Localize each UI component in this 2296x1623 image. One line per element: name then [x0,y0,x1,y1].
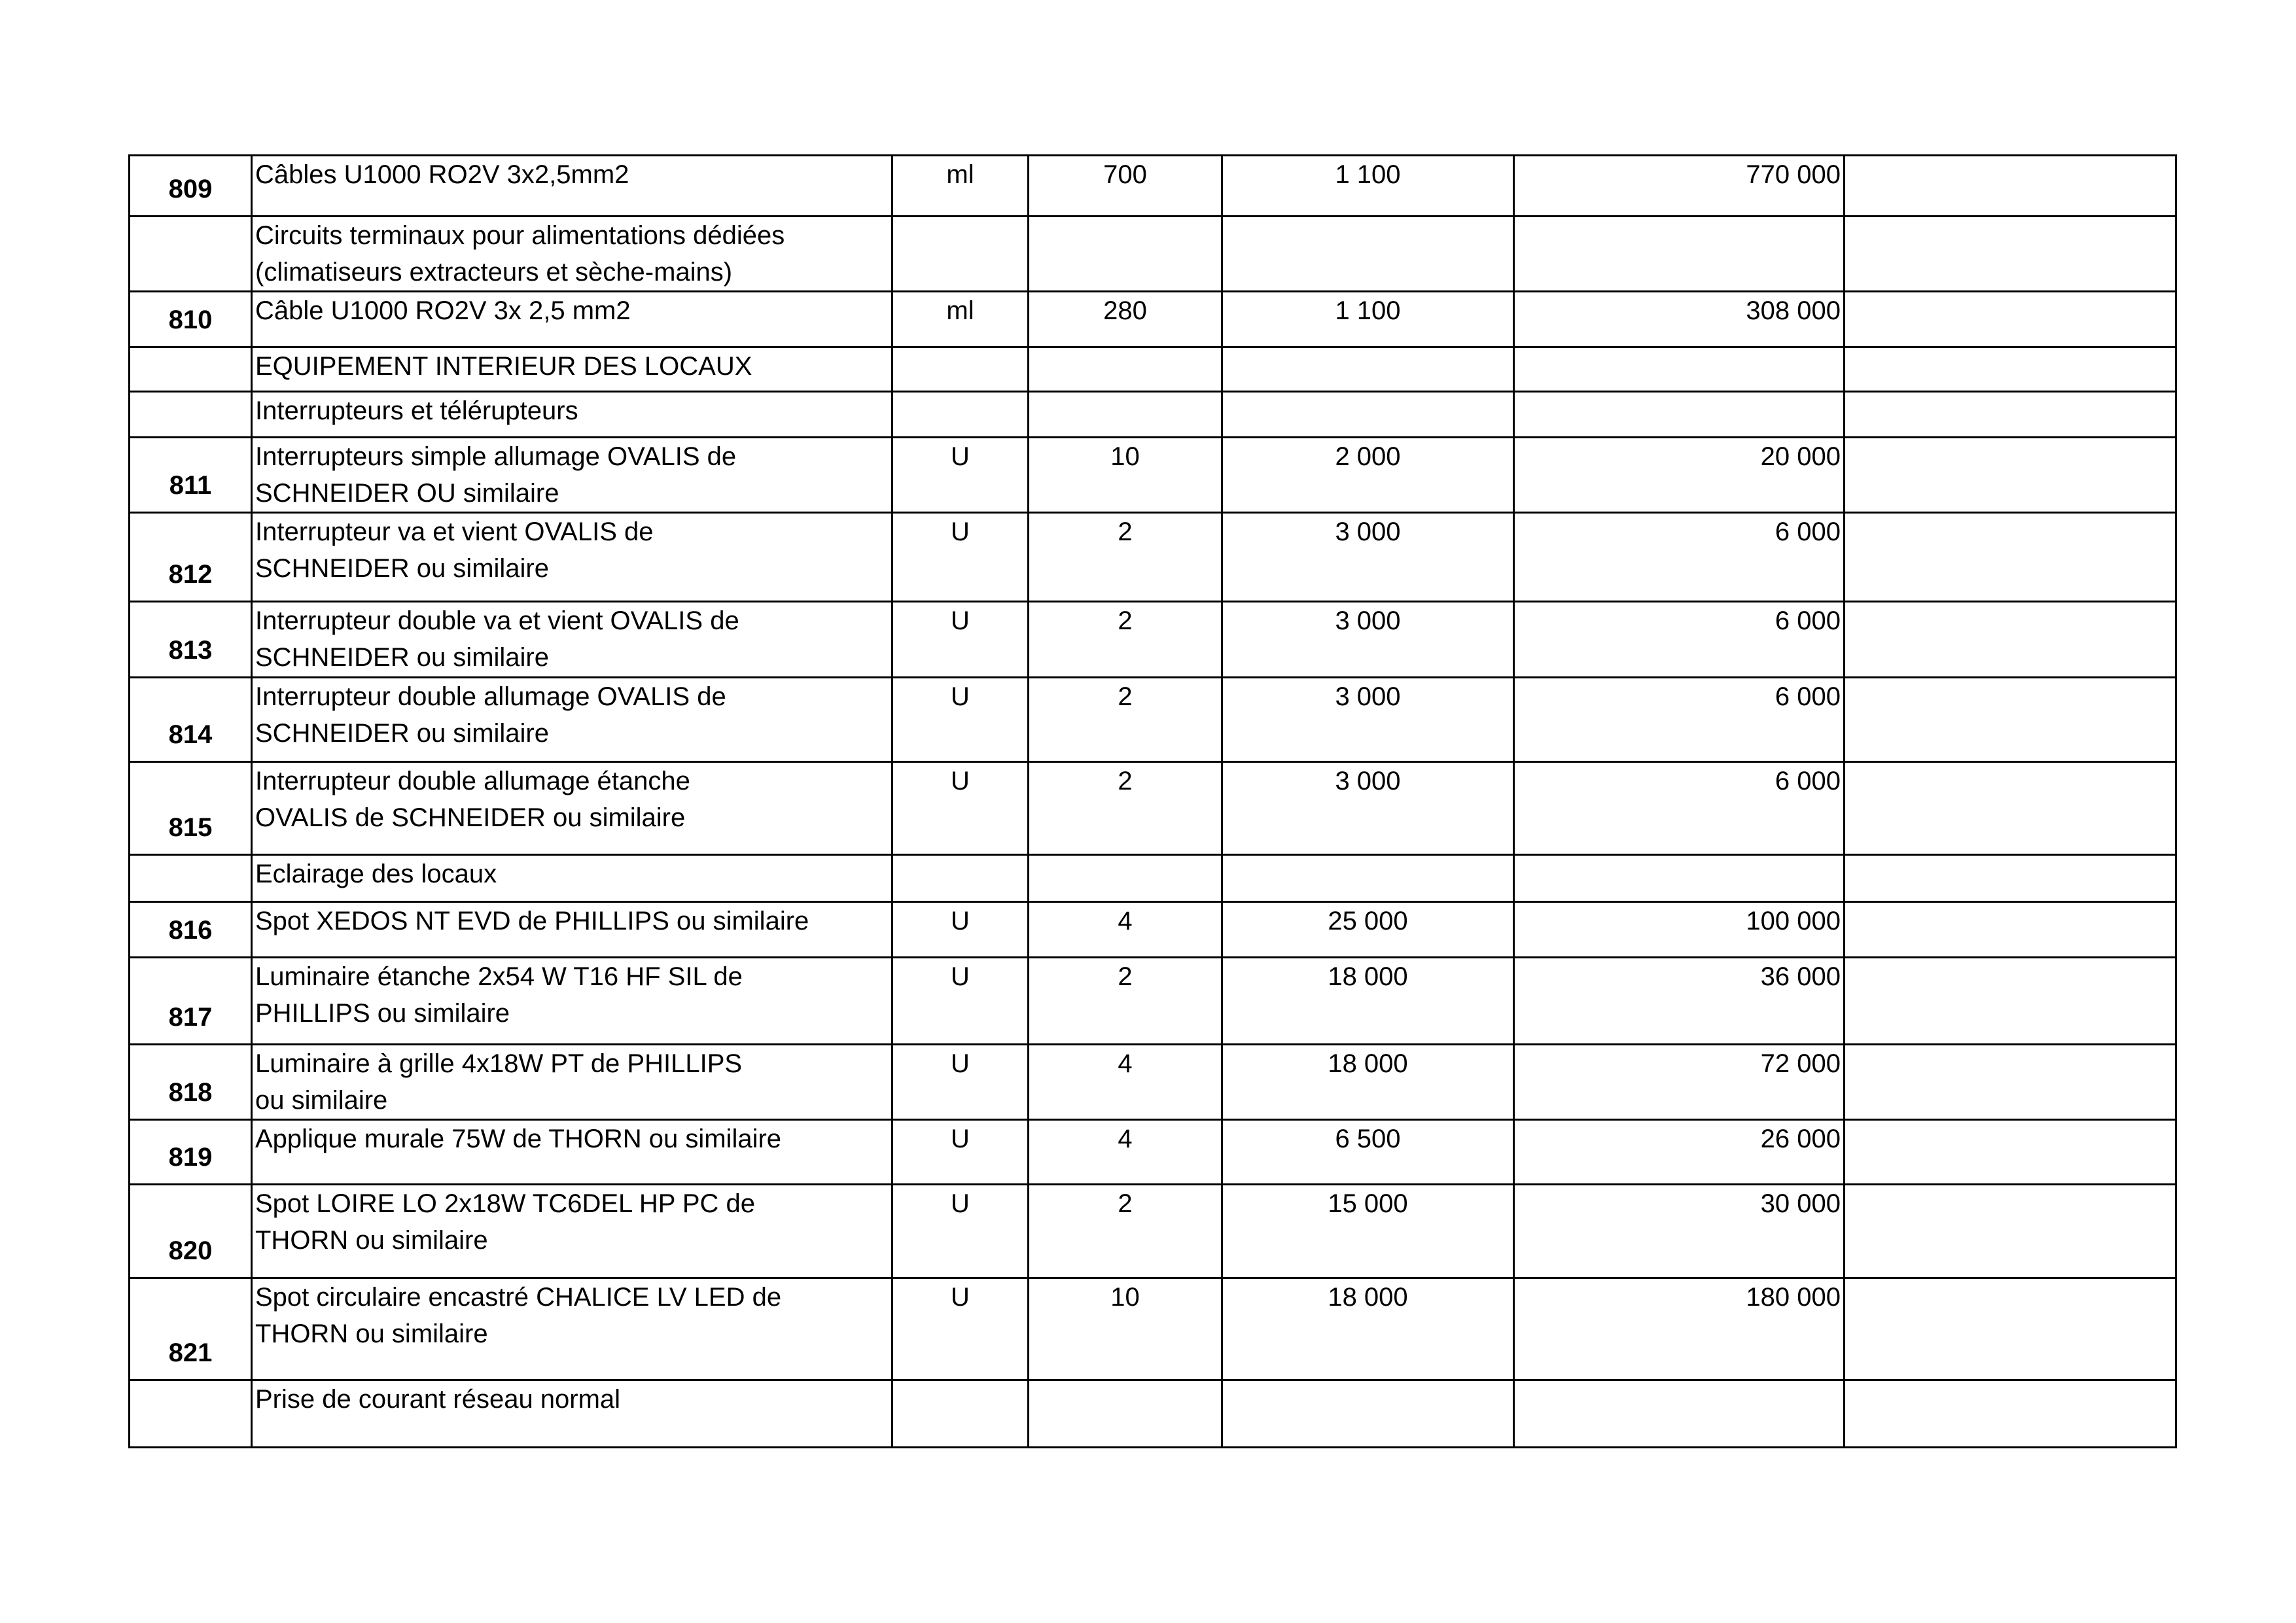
unit-cell: U [892,678,1029,762]
item-number-cell: 820 [130,1185,252,1278]
unit-cell [892,855,1029,902]
description-cell [252,513,892,602]
unit-cell: ml [892,292,1029,347]
unit-cell [892,347,1029,392]
table-row [130,855,2176,902]
extra-cell [1845,602,2176,678]
quantity-cell [1029,217,1222,292]
table-row [130,217,2176,292]
item-number-cell: 811 [130,438,252,513]
description-line: Circuits terminaux pour alimentations dédiées [255,221,785,250]
extra-cell [1845,217,2176,292]
total-price-cell [1514,1380,1845,1448]
total-price-cell: 72 000 [1514,1045,1845,1120]
unit-price-cell: 3 000 [1222,602,1514,678]
description-line: Interrupteur double va et vient OVALIS de [255,606,739,635]
table-row [130,1045,2176,1120]
item-number-cell [130,347,252,392]
unit-cell [892,392,1029,438]
description-line: Applique murale 75W de THORN ou similaire [255,1125,782,1153]
unit-price-cell [1222,855,1514,902]
total-price-cell: 6 000 [1514,513,1845,602]
extra-cell [1845,292,2176,347]
total-price-cell [1514,855,1845,902]
table-row [130,156,2176,217]
quantity-cell [1029,855,1222,902]
table-row [130,678,2176,762]
quantity-cell: 280 [1029,292,1222,347]
extra-cell [1845,762,2176,855]
item-number-cell: 816 [130,902,252,958]
description-cell [252,762,892,855]
description-line: Interrupteur double allumage OVALIS de [255,682,726,711]
unit-cell: ml [892,156,1029,217]
total-price-cell: 26 000 [1514,1120,1845,1185]
description-line: Luminaire étanche 2x54 W T16 HF SIL de [255,962,743,991]
description-cell [252,392,892,438]
total-price-cell [1514,217,1845,292]
quantity-cell: 2 [1029,602,1222,678]
table-row [130,762,2176,855]
description-line: Câbles U1000 RO2V 3x2,5mm2 [255,160,629,189]
total-price-cell: 6 000 [1514,762,1845,855]
table-row [130,1185,2176,1278]
table-row [130,513,2176,602]
table-row [130,1380,2176,1448]
extra-cell [1845,855,2176,902]
table-row [130,958,2176,1045]
unit-price-cell: 25 000 [1222,902,1514,958]
item-number-cell: 809 [130,156,252,217]
description-line: THORN ou similaire [255,1319,488,1348]
table-row [130,1278,2176,1380]
quantity-cell [1029,1380,1222,1448]
description-line: SCHNEIDER OU similaire [255,479,559,508]
unit-price-cell [1222,392,1514,438]
total-price-cell [1514,392,1845,438]
unit-price-cell: 3 000 [1222,762,1514,855]
description-line: Interrupteur va et vient OVALIS de [255,517,654,546]
total-price-cell: 6 000 [1514,678,1845,762]
quantity-cell: 2 [1029,678,1222,762]
extra-cell [1845,156,2176,217]
unit-price-cell: 18 000 [1222,1045,1514,1120]
description-cell [252,678,892,762]
extra-cell [1845,678,2176,762]
description-cell [252,1380,892,1448]
description-cell [252,855,892,902]
item-number-cell: 810 [130,292,252,347]
item-number-cell: 812 [130,513,252,602]
unit-cell: U [892,1278,1029,1380]
table-row [130,392,2176,438]
item-number-cell: 817 [130,958,252,1045]
extra-cell [1845,1278,2176,1380]
item-number-cell [130,217,252,292]
quantity-cell: 4 [1029,902,1222,958]
unit-price-cell [1222,347,1514,392]
item-number-cell: 818 [130,1045,252,1120]
extra-cell [1845,1120,2176,1185]
item-number-cell: 821 [130,1278,252,1380]
extra-cell [1845,1380,2176,1448]
unit-price-cell [1222,1380,1514,1448]
quantity-cell: 10 [1029,438,1222,513]
extra-cell [1845,392,2176,438]
item-number-cell: 813 [130,602,252,678]
description-cell [252,1045,892,1120]
quantity-cell: 4 [1029,1045,1222,1120]
total-price-cell: 36 000 [1514,958,1845,1045]
quantity-cell: 2 [1029,958,1222,1045]
unit-cell: U [892,438,1029,513]
description-cell [252,1120,892,1185]
description-line: Câble U1000 RO2V 3x 2,5 mm2 [255,296,631,325]
description-line: Interrupteurs et télérupteurs [255,396,578,425]
item-number-cell: 819 [130,1120,252,1185]
quantity-cell: 10 [1029,1278,1222,1380]
unit-cell: U [892,958,1029,1045]
description-line: SCHNEIDER ou similaire [255,719,549,748]
description-line: Spot circulaire encastré CHALICE LV LED de [255,1283,782,1312]
extra-cell [1845,347,2176,392]
unit-cell: U [892,902,1029,958]
total-price-cell: 770 000 [1514,156,1845,217]
description-line: Interrupteur double allumage étanche [255,767,690,795]
total-price-cell: 308 000 [1514,292,1845,347]
description-line: Spot XEDOS NT EVD de PHILLIPS ou similaire [255,907,809,935]
description-line: Prise de courant réseau normal [255,1385,621,1414]
unit-price-cell: 1 100 [1222,292,1514,347]
description-line: ou similaire [255,1086,388,1115]
description-cell [252,1278,892,1380]
description-cell [252,958,892,1045]
description-cell [252,438,892,513]
description-line: SCHNEIDER ou similaire [255,554,549,583]
unit-cell: U [892,1185,1029,1278]
description-line: Spot LOIRE LO 2x18W TC6DEL HP PC de [255,1189,756,1218]
table-row [130,347,2176,392]
table-row [130,292,2176,347]
description-cell [252,292,892,347]
unit-price-cell [1222,217,1514,292]
total-price-cell: 180 000 [1514,1278,1845,1380]
item-number-cell [130,855,252,902]
unit-cell: U [892,602,1029,678]
extra-cell [1845,958,2176,1045]
quantity-cell [1029,347,1222,392]
total-price-cell: 6 000 [1514,602,1845,678]
total-price-cell [1514,347,1845,392]
total-price-cell: 100 000 [1514,902,1845,958]
unit-cell [892,1380,1029,1448]
description-cell [252,1185,892,1278]
item-number-cell: 815 [130,762,252,855]
unit-cell: U [892,1045,1029,1120]
quantity-cell [1029,392,1222,438]
table-row [130,602,2176,678]
unit-price-cell: 3 000 [1222,513,1514,602]
extra-cell [1845,438,2176,513]
extra-cell [1845,902,2176,958]
extra-cell [1845,513,2176,602]
description-cell [252,347,892,392]
table-row [130,438,2176,513]
quantity-cell: 4 [1029,1120,1222,1185]
total-price-cell: 20 000 [1514,438,1845,513]
quantity-cell: 2 [1029,762,1222,855]
unit-price-cell: 6 500 [1222,1120,1514,1185]
description-line: THORN ou similaire [255,1226,488,1255]
description-line: Interrupteurs simple allumage OVALIS de [255,442,737,471]
unit-price-cell: 18 000 [1222,1278,1514,1380]
description-line: Luminaire à grille 4x18W PT de PHILLIPS [255,1049,743,1078]
quantity-cell: 2 [1029,513,1222,602]
description-line: (climatiseurs extracteurs et sèche-mains) [255,258,733,287]
description-line: Eclairage des locaux [255,860,497,888]
unit-price-cell: 3 000 [1222,678,1514,762]
description-line: EQUIPEMENT INTERIEUR DES LOCAUX [255,352,752,381]
extra-cell [1845,1045,2176,1120]
description-cell [252,602,892,678]
description-line: OVALIS de SCHNEIDER ou similaire [255,803,686,832]
description-line: PHILLIPS ou similaire [255,999,510,1028]
unit-cell [892,217,1029,292]
description-cell [252,902,892,958]
item-number-cell: 814 [130,678,252,762]
item-number-cell [130,392,252,438]
bill-of-quantities-table [128,154,2177,1448]
quantity-cell: 700 [1029,156,1222,217]
item-number-cell [130,1380,252,1448]
unit-cell: U [892,1120,1029,1185]
extra-cell [1845,1185,2176,1278]
description-line: SCHNEIDER ou similaire [255,643,549,672]
unit-price-cell: 15 000 [1222,1185,1514,1278]
description-cell [252,217,892,292]
total-price-cell: 30 000 [1514,1185,1845,1278]
quantity-cell: 2 [1029,1185,1222,1278]
unit-price-cell: 18 000 [1222,958,1514,1045]
table-row [130,1120,2176,1185]
unit-price-cell: 2 000 [1222,438,1514,513]
table-row [130,902,2176,958]
table-body [130,156,2176,1448]
description-cell [252,156,892,217]
unit-price-cell: 1 100 [1222,156,1514,217]
unit-cell: U [892,513,1029,602]
unit-cell: U [892,762,1029,855]
